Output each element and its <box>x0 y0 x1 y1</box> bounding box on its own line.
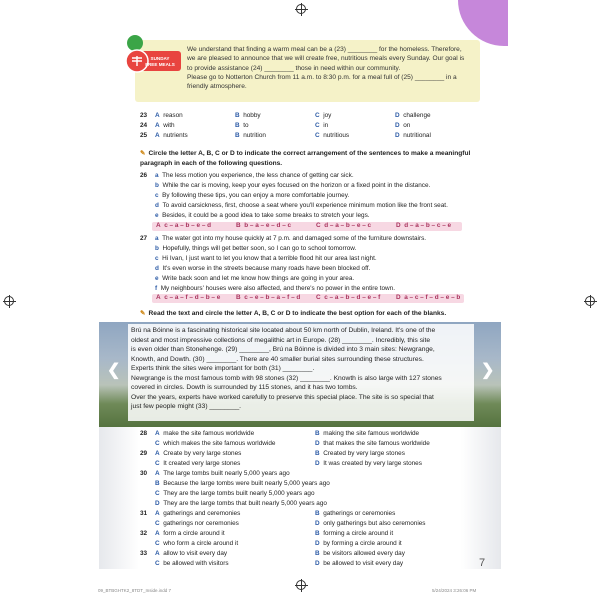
question-number: 24 <box>140 122 148 129</box>
sentence-item: e Besides, it could be a good idea to take some breaks to stretch your legs. <box>155 212 370 219</box>
question-number: 32 <box>140 530 148 537</box>
passage-line: Newgrange is the most famous tomb with 98 stones (32) ________. Knowth is also large with 127 stones <box>131 374 442 382</box>
option[interactable]: B gatherings or ceremonies <box>315 510 396 517</box>
sentence-item: d To avoid carsickness, first, choose a seat where you'll experience minimum motion like the front seat. <box>155 202 448 209</box>
notice-line: we are pleased to announce that we will create free, nutritious meals every Sunday. Our goal is <box>187 55 465 63</box>
question-row <box>140 132 147 141</box>
passage-line: just few people might (33) ________. <box>131 403 242 411</box>
instruction-reading <box>140 309 500 319</box>
option[interactable]: A make the site famous worldwide <box>155 430 255 437</box>
footer-timestamp: 5/24/2024 3:26:06 PM <box>432 588 477 593</box>
question-row <box>140 112 147 121</box>
instruction-line: Read the text and circle the letter A, B, C or D to indicate the best option for each of the blanks. <box>148 310 447 317</box>
option[interactable]: D on <box>395 122 411 129</box>
option[interactable]: D It was created by very large stones <box>315 460 422 467</box>
question-row <box>140 122 147 131</box>
answer-option[interactable]: A c – a – b – e – d <box>156 222 212 229</box>
option[interactable]: B Because the large tombs were built nearly 5,000 years ago <box>155 480 330 487</box>
option[interactable]: D by forming a circle around it <box>315 540 402 547</box>
instruction-line: Circle the letter A, B, C or D to indicate the correct arrangement of the sentences to make a meaningful <box>148 150 471 157</box>
option[interactable]: C be allowed with visitors <box>155 560 229 567</box>
registration-mark-top <box>296 4 306 14</box>
badge-line-2: FREE MEALS <box>145 62 175 67</box>
option[interactable]: C who form a circle around it <box>155 540 239 547</box>
instruction-arrangement <box>140 149 485 168</box>
sentence-item: b Hopefully, things will get better soon, so I can go to school tomorrow. <box>155 245 357 252</box>
option[interactable]: B Created by very large stones <box>315 450 405 457</box>
sentence-item: a The water got into my house quickly at 7 p.m. and damaged some of the furniture downstairs. <box>155 235 427 242</box>
reading-passage <box>128 324 474 421</box>
option[interactable]: C which makes the site famous worldwide <box>155 440 276 447</box>
option[interactable]: C It created very large stones <box>155 460 241 467</box>
option[interactable]: A Create by very large stones <box>155 450 242 457</box>
registration-mark-bottom <box>296 580 306 590</box>
answer-option[interactable]: D a – c – f – d – e – b <box>396 294 461 301</box>
question-number: 23 <box>140 112 148 119</box>
option[interactable]: D that makes the site famous worldwide <box>315 440 430 447</box>
sentence-item: c Hi Ivan, I just want to let you know that a terrible flood hit our area last night. <box>155 255 377 262</box>
option[interactable]: B be visitors allowed every day <box>315 550 405 557</box>
notice-line: friendly atmosphere. <box>187 83 247 91</box>
option[interactable]: C joy <box>315 112 332 119</box>
footer-file-name: 09_BTBGHTK2_8TDT_Inside.indd 7 <box>98 588 172 593</box>
question-number: 28 <box>140 430 148 437</box>
passage-line: is even older than Stonehenge. (29) ________, Brú na Bóinne is divided into 3 main sites: Newgrange, <box>131 346 435 354</box>
answer-option[interactable]: B b – a – e – d – c <box>236 222 292 229</box>
answer-option[interactable]: B c – e – b – a – f – d <box>236 294 301 301</box>
option[interactable]: C nutritious <box>315 132 350 139</box>
notice-line: to provide assistance (24) ________ those in need within our community. <box>187 64 401 72</box>
option[interactable]: D challenge <box>395 112 431 119</box>
option[interactable]: C gatherings nor ceremonies <box>155 520 239 527</box>
option[interactable]: C in <box>315 122 329 129</box>
option[interactable]: A reason <box>155 112 183 119</box>
sentence-item: e Write back soon and let me know how things are going in your area. <box>155 275 355 282</box>
question-number: 27 <box>140 235 148 242</box>
option[interactable]: D be allowed to visit every day <box>315 560 404 567</box>
option[interactable]: B hobby <box>235 112 261 119</box>
option[interactable]: A The large tombs built nearly 5,000 years ago <box>155 470 290 477</box>
option[interactable]: B nutrition <box>235 132 266 139</box>
registration-mark-right <box>585 296 595 306</box>
sentence-item: d It's even worse in the streets because many roads have been blocked off. <box>155 265 371 272</box>
sentence-item: a The less motion you experience, the less chance of getting car sick. <box>155 172 354 179</box>
option[interactable]: A nutrients <box>155 132 188 139</box>
passage-line: Over the years, experts have worked carefully to preserve this special place. The site is so special that <box>131 393 434 401</box>
notice-text <box>187 45 477 92</box>
passage-line: Experts think the sites were important for both (31) ________. <box>131 365 315 373</box>
sentence-item: f My neighbours' houses were also affected, and there's no power in the entire town. <box>155 285 396 292</box>
page-number: 7 <box>479 557 486 569</box>
option[interactable]: B forming a circle around it <box>315 530 394 537</box>
answer-option[interactable]: C c – a – b – d – e – f <box>316 294 381 301</box>
question-number: 33 <box>140 550 148 557</box>
passage-line: oldest and most impressive collections of megalithic art in Europe. (28) ________. Incredibly, this site <box>131 336 431 344</box>
question-number: 25 <box>140 132 148 139</box>
option[interactable]: A allow to visit every day <box>155 550 228 557</box>
pencil-icon: ✎ <box>140 310 146 317</box>
passage-line: covered in circles. Dowth is surrounded by 115 stones, and it has two tombs. <box>131 384 358 392</box>
sentence-item: c By following these tips, you can enjoy a more comfortable journey. <box>155 192 350 199</box>
sentence-item: b While the car is moving, keep your eyes focused on the horizon or a fixed point in the distance. <box>155 182 431 189</box>
instruction-line: paragraph in each of the following questions. <box>140 159 283 167</box>
free-meals-badge-icon <box>124 42 182 76</box>
question-number: 30 <box>140 470 148 477</box>
passage-line: Brú na Bóinne is a fascinating historical site located about 50 km north of Dublin, Ireland. It's one of the <box>131 327 436 334</box>
option[interactable]: D only gatherings but also ceremonies <box>315 520 426 527</box>
notice-line: We understand that finding a warm meal can be a (23) ________ for the homeless. Therefore, <box>187 46 462 53</box>
badge-line-1: SUNDAY <box>150 56 170 61</box>
option[interactable]: A with <box>155 122 175 129</box>
option[interactable]: D nutritional <box>395 132 431 139</box>
option[interactable]: A form a circle around it <box>155 530 225 537</box>
answer-option[interactable]: D d – a – b – c – e <box>396 222 452 229</box>
option[interactable]: D They are the large tombs that built nearly 5,000 years ago <box>155 500 327 507</box>
question-number: 26 <box>140 172 148 179</box>
option[interactable]: B making the site famous worldwide <box>315 430 420 437</box>
passage-line: Knowth, and Dowth. (30) ________. There are 40 smaller burial sites surrounding these structures. <box>131 355 424 363</box>
option[interactable]: C They are the large tombs built nearly 5,000 years ago <box>155 490 315 497</box>
option[interactable]: A gatherings and ceremonies <box>155 510 241 517</box>
pencil-icon: ✎ <box>140 150 146 157</box>
question-number: 31 <box>140 510 148 517</box>
question-number: 29 <box>140 450 148 457</box>
chevron-right-icon[interactable]: ❯ <box>481 362 495 379</box>
answer-option[interactable]: C d – a – b – e – c <box>316 222 372 229</box>
chevron-left-icon[interactable]: ❮ <box>107 362 121 379</box>
option[interactable]: B to <box>235 122 249 129</box>
answer-option[interactable]: A c – a – f – d – b – e <box>156 294 221 301</box>
registration-mark-left <box>4 296 14 306</box>
notice-line: Please go to Notterton Church from 11 a.m. to 8:30 p.m. for a meal full of (25) ________ in a <box>187 74 457 82</box>
